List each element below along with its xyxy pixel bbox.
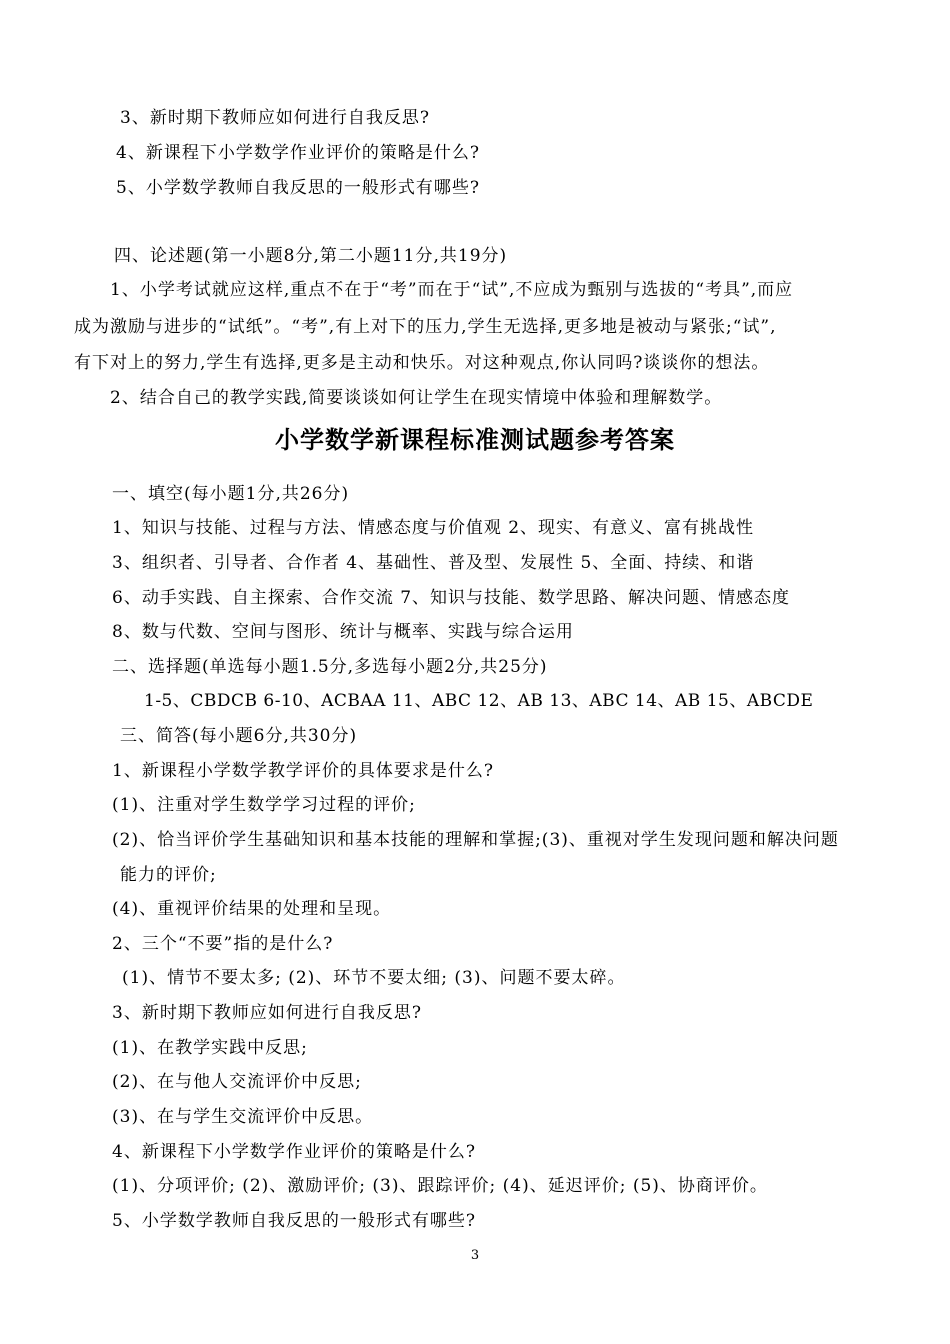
answers-title: 小学数学新课程标准测试题参考答案 [275, 426, 675, 454]
question-3: 3、新时期下教师应如何进行自我反思? [120, 108, 430, 128]
short-heading: 三、简答(每小题6分,共30分) [120, 726, 358, 746]
fill-answer-3: 6、动手实践、自主探索、合作交流 7、知识与技能、数学思路、解决问题、情感态度 [112, 588, 791, 608]
question-4: 4、新课程下小学数学作业评价的策略是什么? [116, 143, 480, 163]
essay-q2: 2、结合自己的教学实践,简要谈谈如何让学生在现实情境中体验和理解数学。 [110, 388, 723, 408]
short-q3: 3、新时期下教师应如何进行自我反思? [112, 1003, 422, 1023]
short-q3-answer-1: (1)、在教学实践中反思; [112, 1038, 308, 1058]
choice-heading: 二、选择题(单选每小题1.5分,多选每小题2分,共25分) [112, 657, 548, 677]
short-q2: 2、三个“不要”指的是什么? [112, 934, 334, 954]
short-q5: 5、小学数学教师自我反思的一般形式有哪些? [112, 1211, 476, 1231]
short-q3-answer-2: (2)、在与他人交流评价中反思; [112, 1072, 362, 1092]
short-q4: 4、新课程下小学数学作业评价的策略是什么? [112, 1142, 476, 1162]
fill-answer-4: 8、数与代数、空间与图形、统计与概率、实践与综合运用 [112, 622, 574, 642]
fill-heading: 一、填空(每小题1分,共26分) [112, 484, 350, 504]
short-q1-answer-1: (1)、注重对学生数学学习过程的评价; [112, 795, 416, 815]
fill-answer-1: 1、知识与技能、过程与方法、情感态度与价值观 2、现实、有意义、富有挑战性 [112, 518, 755, 538]
essay-heading: 四、论述题(第一小题8分,第二小题11分,共19分) [114, 246, 508, 266]
essay-q1-line3: 有下对上的努力,学生有选择,更多是主动和快乐。对这种观点,你认同吗?谈谈你的想法。 [74, 353, 770, 373]
short-q3-answer-3: (3)、在与学生交流评价中反思。 [112, 1107, 374, 1127]
fill-answer-2: 3、组织者、引导者、合作者 4、基础性、普及型、发展性 5、全面、持续、和谐 [112, 553, 755, 573]
short-q1-answer-2: (2)、恰当评价学生基础知识和基本技能的理解和掌握;(3)、重视对学生发现问题和解决问题 [112, 830, 839, 850]
page-number: 3 [470, 1248, 480, 1263]
short-q1: 1、新课程小学数学教学评价的具体要求是什么? [112, 761, 494, 781]
choice-answers: 1-5、CBDCB 6-10、ACBAA 11、ABC 12、AB 13、ABC 14、AB 15、ABCDE [144, 691, 814, 711]
short-q1-answer-4: (4)、重视评价结果的处理和呈现。 [112, 899, 392, 919]
short-q4-answer: (1)、分项评价; (2)、激励评价; (3)、跟踪评价; (4)、延迟评价; (5)、协商评价。 [112, 1176, 768, 1196]
short-q2-answer: (1)、情节不要太多; (2)、环节不要太细; (3)、问题不要太碎。 [122, 968, 626, 988]
question-5: 5、小学数学教师自我反思的一般形式有哪些? [116, 178, 480, 198]
essay-q1-line2: 成为激励与进步的“试纸”。“考”,有上对下的压力,学生无选择,更多地是被动与紧张;“试”, [74, 317, 777, 337]
essay-q1-line1: 1、小学考试就应这样,重点不在于“考”而在于“试”,不应成为甄别与选拔的“考具”,而应 [110, 280, 794, 300]
short-q1-answer-2b: 能力的评价; [120, 865, 217, 885]
